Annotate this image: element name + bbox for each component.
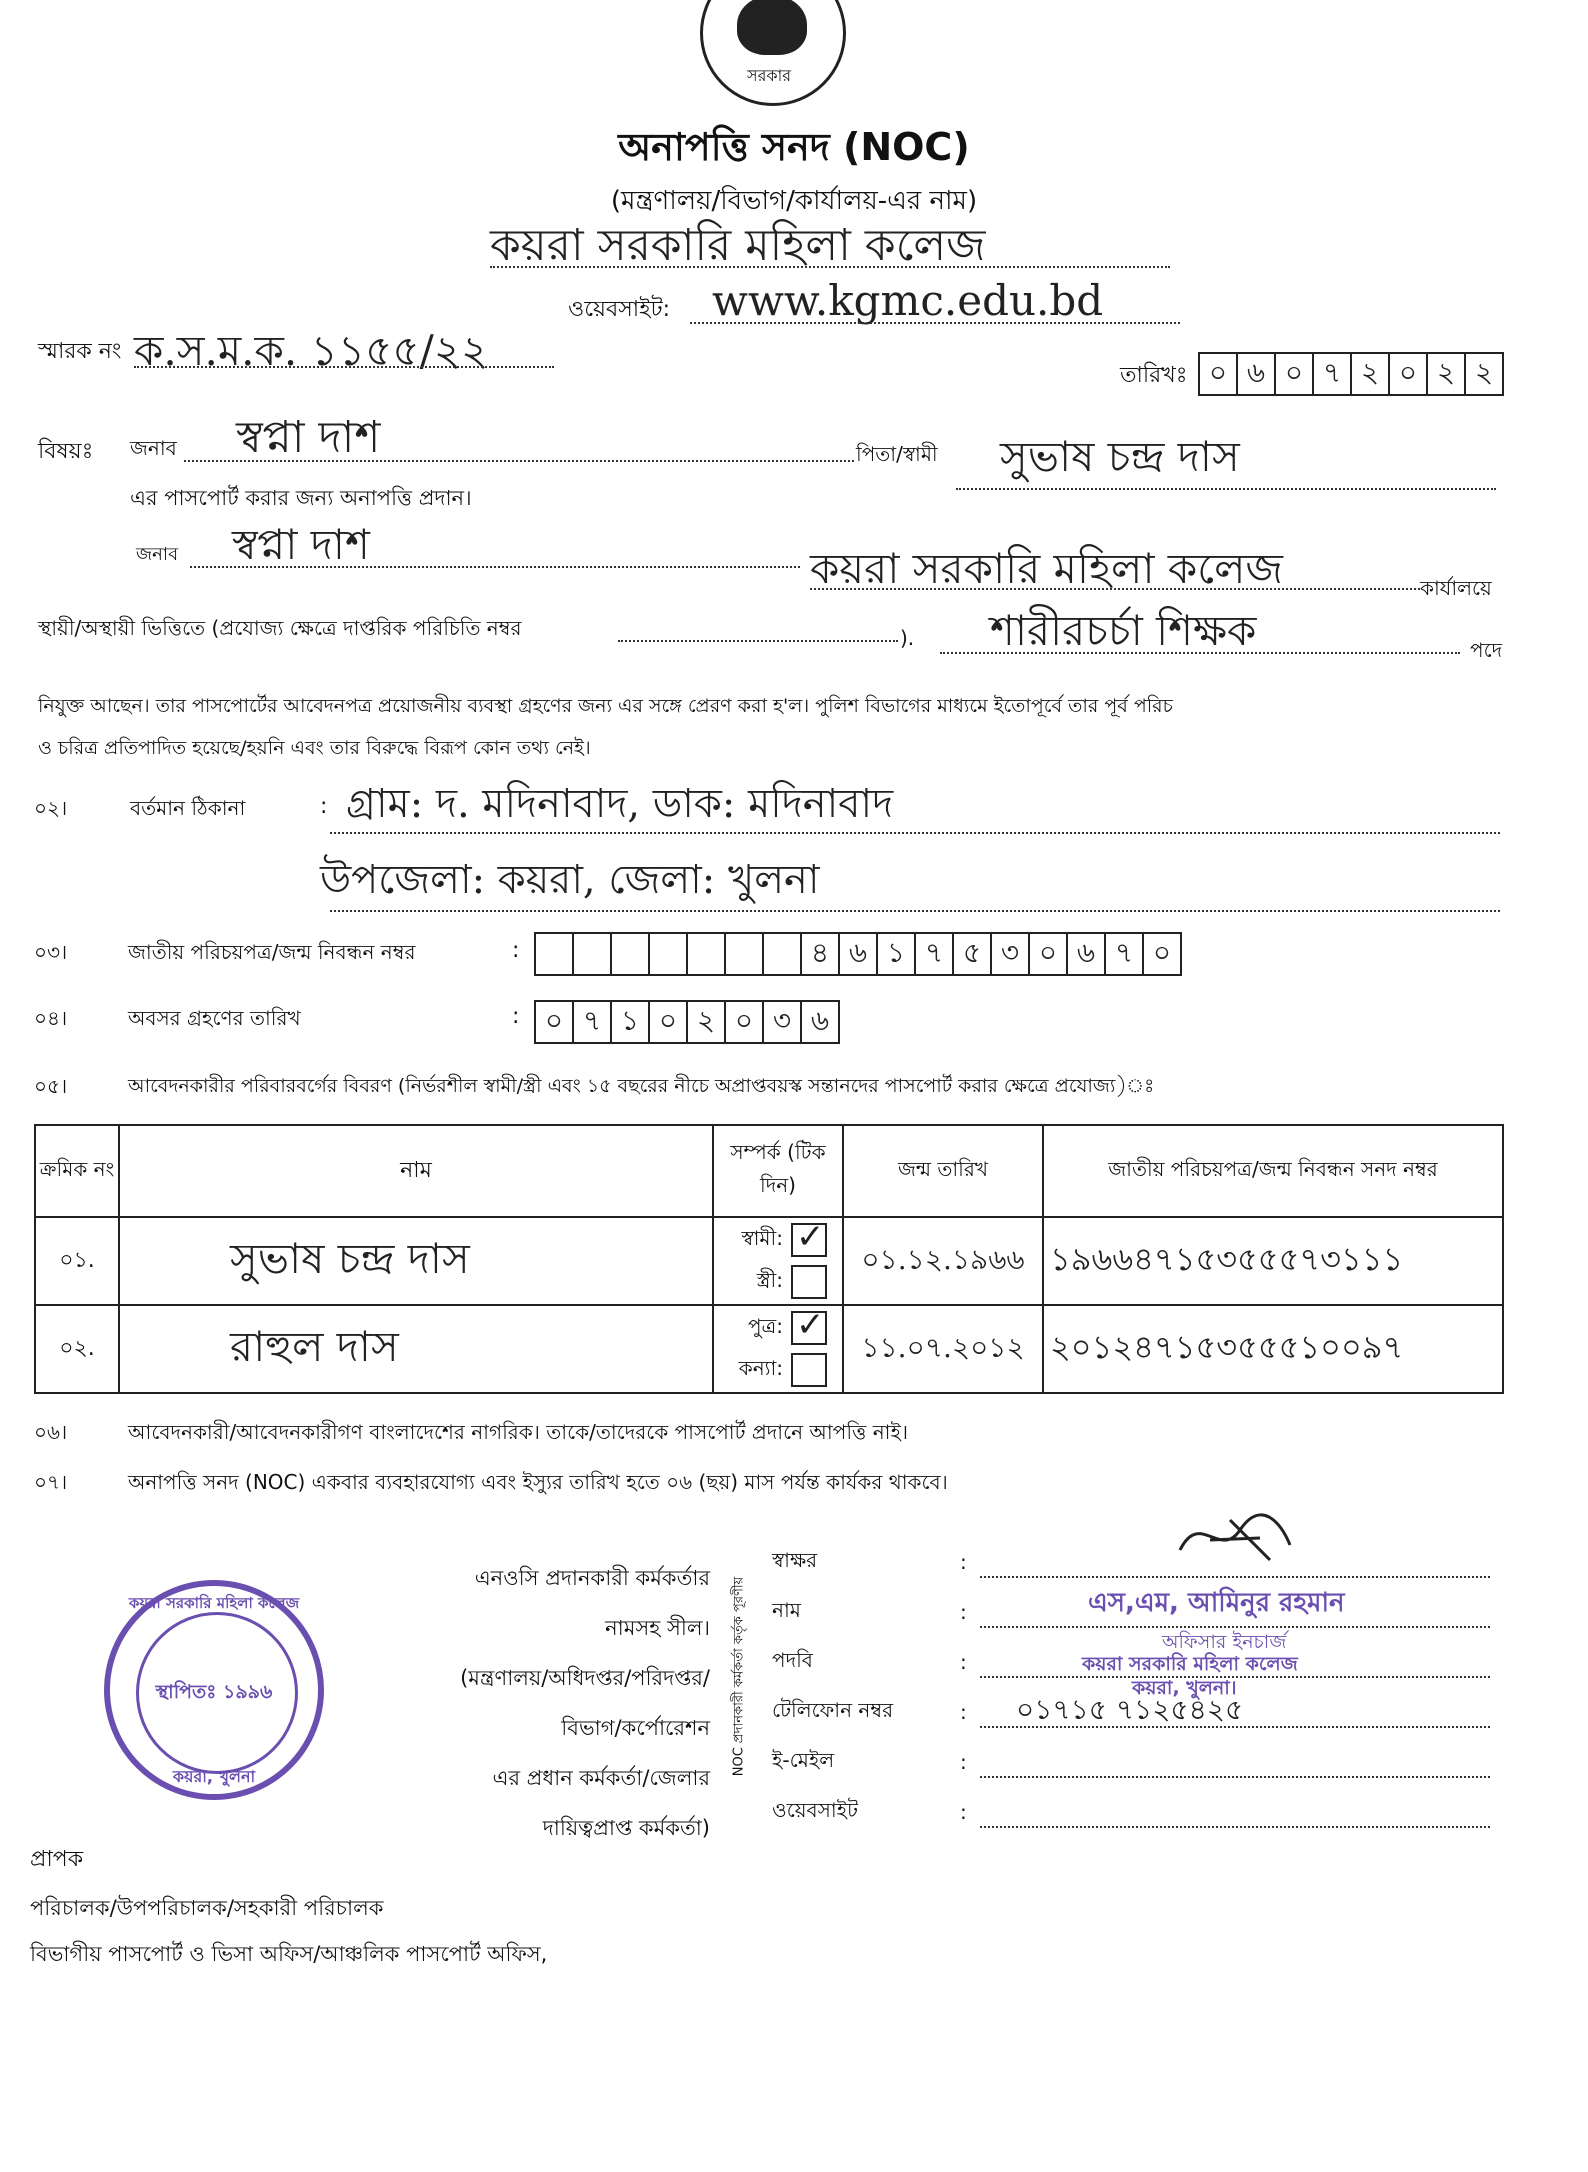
seal-center-text: স্থাপিতঃ ১৯৯৬ bbox=[155, 1681, 273, 1703]
family-label: আবেদনকারীর পরিবারবর্গের বিবরণ (নির্ভরশীল স্বামী/স্ত্রী এবং ১৫ বছরের নীচে অপ্রাপ্তবয়স্ক সন্তানদের পাসপোর্ট করার ক্ষেত্রে প্রযোজ্য)ঃ bbox=[128, 1075, 1155, 1097]
rel-daughter-label: কন্যা: bbox=[738, 1355, 783, 1380]
digit-box: ৭ bbox=[914, 932, 954, 976]
digit-box: ৪ bbox=[800, 932, 840, 976]
date-boxes bbox=[1198, 352, 1502, 396]
digit-box: ৫ bbox=[952, 932, 992, 976]
col-serial: ক্রমিক নং bbox=[35, 1125, 119, 1217]
date-label: তারিখঃ bbox=[1120, 363, 1188, 388]
digit-box: ৬ bbox=[800, 1000, 840, 1044]
digit-box bbox=[610, 932, 650, 976]
address-line1: গ্রাম: দ. মদিনাবাদ, ডাক: মদিনাবাদ bbox=[346, 781, 894, 827]
row-name: রাহুল দাস bbox=[119, 1305, 713, 1393]
digit-box: ২ bbox=[686, 1000, 726, 1044]
page-title: অনাপত্তি সনদ (NOC) bbox=[618, 125, 970, 169]
rel-son-label: পুত্র: bbox=[747, 1313, 783, 1338]
rel-husband-checkbox[interactable] bbox=[791, 1223, 827, 1257]
website-label: ওয়েবসাইট: bbox=[568, 297, 670, 322]
digit-box: ০ bbox=[534, 1000, 574, 1044]
field-label-designation: পদবি bbox=[772, 1648, 813, 1672]
office-name: কয়রা সরকারি মহিলা কলেজ bbox=[490, 220, 986, 271]
address-line2: উপজেলা: কয়রা, জেলা: খুলনা bbox=[320, 857, 820, 903]
rel-husband-label: স্বামী: bbox=[741, 1225, 783, 1250]
seal-label: সরকার bbox=[747, 66, 792, 85]
declaration-text: আবেদনকারী/আবেদনকারীগণ বাংলাদেশের নাগরিক। তাকে/তাদেরকে পাসপোর্ট প্রদানে আপত্তি নাই। bbox=[128, 1420, 909, 1444]
row-nid: ২০১২৪৭১৫৩৫৫৫১০০৯৭ bbox=[1043, 1305, 1503, 1393]
memo-label: স্মারক নং bbox=[38, 339, 122, 364]
address-colon: : bbox=[320, 794, 328, 819]
digit-box: ৬ bbox=[838, 932, 878, 976]
digit-box: ৭ bbox=[572, 1000, 612, 1044]
body-para-line2: ও চরিত্র প্রতিপাদিত হয়েছে/হয়নি এবং তার বিরুদ্ধে বিরূপ কোন তথ্য নেই। bbox=[38, 737, 591, 759]
digit-box: ৭ bbox=[1104, 932, 1144, 976]
col-relation: সম্পর্ক (টিক দিন) bbox=[713, 1125, 843, 1217]
retirement-boxes bbox=[534, 1000, 838, 1044]
rel-son-checkbox[interactable] bbox=[791, 1311, 827, 1345]
digit-box: ৬ bbox=[1236, 352, 1276, 396]
col-nid: জাতীয় পরিচয়পত্র/জন্ম নিবন্ধন সনদ নম্বর bbox=[1043, 1125, 1503, 1217]
digit-box: ৩ bbox=[762, 1000, 802, 1044]
body-para-line1: নিযুক্ত আছেন। তার পাসপোর্টের আবেদনপত্র প্রয়োজনীয় ব্যবস্থা গ্রহণের জন্য এর সঙ্গে প্রেরণ করা হ'ল। পুলিশ বিভাগের মাধ্যমে ইতোপূর্বে তার পূর্ব পরিচ bbox=[38, 695, 1173, 717]
officer-description: এনওসি প্রদানকারী কর্মকর্তার নামসহ সীল। (মন্ত্রণালয়/অধিদপ্তর/পরিদপ্তর/ বিভাগ/কর্পোরেশন এর প্রধান কর্মকর্তা/জেলার দায়িত্বপ্রাপ্ত কর্মকর্তা) bbox=[460, 1566, 710, 1840]
digit-box: ২ bbox=[1464, 352, 1504, 396]
rel-daughter-checkbox[interactable] bbox=[791, 1353, 827, 1387]
designation: শারীরচর্চা শিক্ষক bbox=[990, 606, 1257, 655]
seal-emblem-icon bbox=[737, 0, 807, 55]
retirement-label: অবসর গ্রহণের তারিখ bbox=[128, 1006, 301, 1030]
office-suffix: কার্যালয়ে bbox=[1420, 576, 1492, 600]
address-label: বর্তমান ঠিকানা bbox=[130, 796, 246, 820]
declaration-text: অনাপত্তি সনদ (NOC) একবার ব্যবহারযোগ্য এবং ইস্যুর তারিখ হতে ০৬ (ছয়) মাস পর্যন্ত কার্যকর থাকবে। bbox=[128, 1470, 948, 1494]
applicant-name: স্বপ্না দাশ bbox=[236, 412, 381, 463]
row-relation bbox=[713, 1217, 843, 1305]
subject-label: বিষয়ঃ bbox=[38, 439, 94, 464]
basis-text: স্থায়ী/অস্থায়ী ভিত্তিতে (প্রযোজ্য ক্ষেত্রে দাপ্তরিক পরিচিতি নম্বর bbox=[38, 616, 522, 640]
digit-box: ১ bbox=[876, 932, 916, 976]
row-serial: ০১. bbox=[35, 1217, 119, 1305]
digit-box: ৩ bbox=[990, 932, 1030, 976]
body-office: কয়রা সরকারি মহিলা কলেজ bbox=[810, 544, 1283, 593]
row-dob: ০১.১২.১৯৬৬ bbox=[843, 1217, 1043, 1305]
officer-fields: স্বাক্ষর : নাম : এস,এম, আমিনুর রহমান পদবি : অফিসার ইনচার্জ কয়রা সরকারি মহিলা কলেজ কয়রা, খুলনা। টেলিফোন নম্বর : ০১৭১৫ ৭১২৫৪২৫ ই-মেইল : ওয়েবসাইট : bbox=[772, 1546, 1492, 1846]
digit-box bbox=[648, 932, 688, 976]
digit-box bbox=[534, 932, 574, 976]
government-seal bbox=[700, 0, 846, 106]
officer-telephone: ০১৭১৫ ৭১২৫৪২৫ bbox=[1016, 1693, 1244, 1726]
family-row bbox=[35, 1217, 1503, 1305]
digit-box: ৬ bbox=[1066, 932, 1106, 976]
row-relation bbox=[713, 1305, 843, 1393]
field-label-email: ই-মেইল bbox=[772, 1748, 835, 1772]
father-husband-name: সুভাষ চন্দ্র দাস bbox=[1000, 432, 1240, 481]
rel-wife-label: স্ত্রী: bbox=[756, 1267, 783, 1292]
col-dob: জন্ম তারিখ bbox=[843, 1125, 1043, 1217]
digit-box: ০ bbox=[1198, 352, 1238, 396]
declaration-num: ০৬। bbox=[34, 1420, 68, 1444]
digit-box: ২ bbox=[1350, 352, 1390, 396]
college-seal bbox=[104, 1580, 324, 1800]
digit-box: ০ bbox=[1142, 932, 1182, 976]
nid-colon: : bbox=[512, 938, 520, 963]
field-label-website: ওয়েবসাইট bbox=[772, 1798, 858, 1822]
digit-box: ২ bbox=[1426, 352, 1466, 396]
digit-box: ১ bbox=[610, 1000, 650, 1044]
col-name: নাম bbox=[119, 1125, 713, 1217]
digit-box bbox=[686, 932, 726, 976]
address-num: ০২। bbox=[34, 796, 68, 820]
officer-name: এস,এম, আমিনুর রহমান bbox=[1088, 1588, 1345, 1618]
father-husband-label: পিতা/স্বামী bbox=[856, 442, 938, 466]
nid-boxes bbox=[534, 932, 1180, 976]
row-name: সুভাষ চন্দ্র দাস bbox=[119, 1217, 713, 1305]
declaration-num: ০৭। bbox=[34, 1470, 68, 1494]
basis-close: ). bbox=[900, 626, 915, 650]
family-table bbox=[34, 1124, 1504, 1394]
digit-box: ০ bbox=[1274, 352, 1314, 396]
page-subtitle: (মন্ত্রণালয়/বিভাগ/কার্যালয়-এর নাম) bbox=[610, 186, 978, 216]
digit-box: ০ bbox=[724, 1000, 764, 1044]
digit-box bbox=[762, 932, 802, 976]
digit-box: ০ bbox=[1028, 932, 1068, 976]
seal-ring-text: কয়রা সরকারি মহিলা কলেজ bbox=[128, 1594, 300, 1612]
officer-stamp-place: কয়রা, খুলনা। bbox=[1132, 1677, 1237, 1699]
officer-stamp-office: কয়রা সরকারি মহিলা কলেজ bbox=[1082, 1653, 1298, 1675]
row-serial: ০২. bbox=[35, 1305, 119, 1393]
body-name: স্বপ্না দাশ bbox=[232, 520, 370, 569]
field-label-name: নাম bbox=[772, 1598, 801, 1622]
nid-label: জাতীয় পরিচয়পত্র/জন্ম নিবন্ধন নম্বর bbox=[128, 940, 416, 964]
rel-wife-checkbox[interactable] bbox=[791, 1265, 827, 1299]
recipient-label: প্রাপক bbox=[30, 1847, 84, 1872]
field-label-telephone: টেলিফোন নম্বর bbox=[772, 1698, 894, 1722]
recipient-line1: পরিচালক/উপপরিচালক/সহকারী পরিচালক bbox=[30, 1896, 384, 1920]
retirement-colon: : bbox=[512, 1004, 520, 1029]
family-num: ০৫। bbox=[34, 1074, 68, 1098]
signature-scribble bbox=[1170, 1500, 1310, 1570]
field-label-signature: স্বাক্ষর bbox=[772, 1548, 818, 1572]
retirement-num: ০৪। bbox=[34, 1006, 68, 1030]
digit-box: ০ bbox=[1388, 352, 1428, 396]
officer-vertical-label: NOC প্রদানকারী কর্মকর্তা কর্তৃক পূরণীয় bbox=[731, 1576, 747, 1777]
nid-num: ০৩। bbox=[34, 940, 68, 964]
subject-mr-label: জনাব bbox=[130, 436, 177, 460]
subject-line: এর পাসপোর্ট করার জন্য অনাপত্তি প্রদান। bbox=[130, 486, 472, 510]
designation-suffix: পদে bbox=[1470, 638, 1503, 662]
seal-bottom-text: কয়রা, খুলনা bbox=[172, 1767, 256, 1786]
row-dob: ১১.০৭.২০১২ bbox=[843, 1305, 1043, 1393]
digit-box bbox=[724, 932, 764, 976]
row-nid: ১৯৬৬৪৭১৫৩৫৫৫৭৩১১১ bbox=[1043, 1217, 1503, 1305]
website-value: www.kgmc.edu.bd bbox=[712, 276, 1104, 325]
officer-designation: অফিসার ইনচার্জ bbox=[1162, 1631, 1287, 1653]
family-row bbox=[35, 1305, 1503, 1393]
digit-box: ৭ bbox=[1312, 352, 1352, 396]
recipient-line2: বিভাগীয় পাসপোর্ট ও ভিসা অফিস/আঞ্চলিক পাসপোর্ট অফিস, bbox=[30, 1942, 548, 1966]
digit-box bbox=[572, 932, 612, 976]
body-mr-label: জনাব bbox=[136, 544, 179, 565]
digit-box: ০ bbox=[648, 1000, 688, 1044]
memo-value: ক.স.ম.ক. ১১৫৫/২২ bbox=[134, 326, 489, 375]
